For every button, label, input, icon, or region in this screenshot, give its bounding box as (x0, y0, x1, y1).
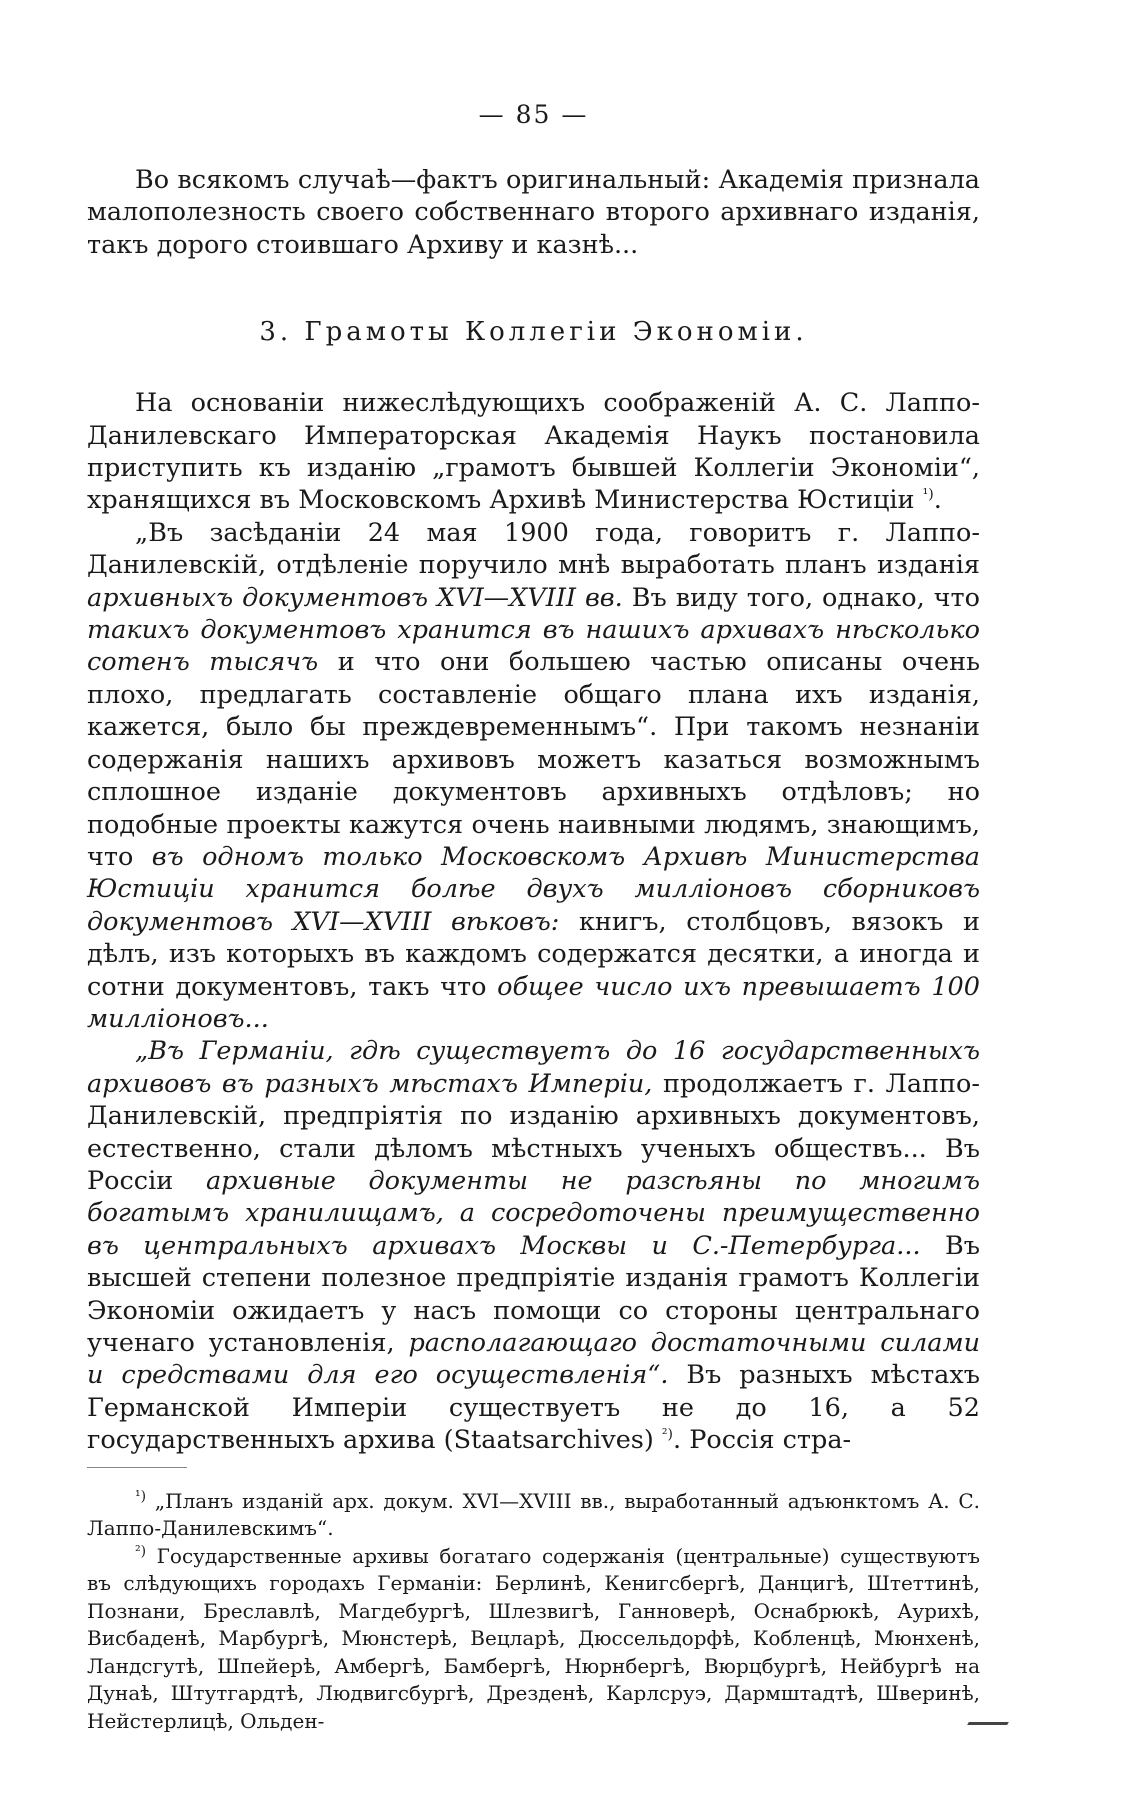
paragraph-1 (87, 387, 980, 517)
footnotes (87, 1488, 980, 1736)
footnote-1-text: „Планъ изданій арх. докум. XVI—XVIII вв., выработанный адъюнктомъ А. С. Лаппо-Данилевскимъ“. (87, 1488, 980, 1541)
footnote-2-marker: ²) (135, 1542, 147, 1559)
scan-artifact-mark (967, 1722, 1009, 1725)
paragraph-2 (87, 517, 980, 1036)
paragraph-2-italic-2: такихъ документовъ хранится въ нашихъ архивахъ нѣсколько сотенъ тысячъ (87, 615, 980, 678)
paragraph-1-end: . (933, 485, 942, 516)
paragraph-2-text-4: книгъ, столбцовъ, вязокъ и дѣлъ, изъ которыхъ въ каждомъ содержатся десятки, а иногда и сотни документовъ, такъ что (87, 906, 980, 1002)
paragraph-3-italic-3: располагающаго достаточными силами и средствами для его осуществленія“. (87, 1328, 981, 1391)
paragraph-2-text-2: Въ виду того, однако, что (622, 582, 981, 613)
paragraph-3-text-4: . Россія стра- (673, 1425, 852, 1456)
footnote-1-marker: ¹) (135, 1487, 147, 1504)
paragraph-2-italic-1: архивныхъ документовъ XVI—XVIII вв. (87, 582, 623, 613)
paragraph-2-italic-4: общее число ихъ превышаетъ 100 милліоновъ... (87, 971, 980, 1034)
footnote-2 (87, 1543, 980, 1736)
section-title: 3. Грамоты Коллегіи Экономіи. (259, 317, 808, 348)
document-page (87, 100, 980, 1735)
paragraph-3-text-3: Въ разныхъ мѣстахъ Германской Имперіи существуетъ не до 16, а 52 государственныхъ архива (Staatsarchives) (87, 1360, 980, 1456)
paragraph-3-italic-1: „Въ Германіи, гдѣ существуетъ до 16 государственныхъ архивовъ въ разныхъ мѣстахъ Имперіи, (87, 1036, 980, 1099)
footnote-ref-2: ²) (661, 1426, 673, 1443)
paragraph-3 (87, 1035, 980, 1456)
paragraph-3-text-2: Въ высшей степени полезное предпріятіе изданія грамотъ Коллегіи Экономіи ожидаетъ у насъ помощи со стороны центральнаго ученаго установленія, (87, 1230, 980, 1358)
footnote-1 (87, 1488, 980, 1543)
footnote-divider (87, 1467, 187, 1468)
page-number: — 85 — (478, 100, 589, 129)
paragraph-3-italic-2: архивные документы не разсѣяны по многимъ богатымъ хранилищамъ, а сосредоточены преимущественно въ центральныхъ архивахъ Москвы и С.-Петербурга... (87, 1165, 980, 1261)
footnote-2-text: Государственные архивы богатаго содержанія (центральные) существуютъ въ слѣдующихъ городахъ Германіи: Берлинѣ, Кенигсбергѣ, Данцигѣ, Штеттинѣ, Познани, Бреславлѣ, Магдебургѣ, Шлезвигѣ, Ганноверѣ, Оснабрюкѣ, Аурихѣ, Висбаденѣ, Марбургѣ, Мюнстерѣ, Вецларѣ, Дюссельдорфѣ, Кобленцѣ, Мюнхенѣ, Ландсгутѣ, Шпейерѣ, Амбергѣ, Бамбергѣ, Нюрнбергѣ, Вюрцбургѣ, Нейбургѣ на Дунаѣ, Штутгардтѣ, Людвигсбургѣ, Дрезденѣ, Карлсруэ, Дармштадтѣ, Шверинѣ, Нейстерлицѣ, Ольден- (87, 1543, 980, 1733)
paragraph-3-text-1: продолжаетъ г. Лаппо-Данилевскій, предпріятія по изданію архивныхъ документовъ, естественно, стали дѣломъ мѣстныхъ ученыхъ обществъ... Въ Россіи (87, 1068, 980, 1196)
footnote-ref-1: ¹) (922, 486, 934, 503)
paragraph-2-text-1: „Въ засѣданіи 24 мая 1900 года, говоритъ г. Лаппо-Данилевскій, отдѣленіе поручило мнѣ выработать планъ изданія (87, 517, 980, 581)
paragraph-1-text: На основаніи нижеслѣдующихъ соображеній А. С. Лаппо-Данилевскаго Императорская Академія Наукъ постановила приступить къ изданію „грамотъ бывшей Коллегіи Экономіи“, хранящихся въ Московскомъ Архивѣ Министерства Юстиціи (87, 388, 980, 516)
intro-paragraph: Во всякомъ случаѣ—фактъ оригинальный: Академія признала малополезность своего собственнаго второго архивнаго изданія, такъ дорого стоившаго Архиву и казнѣ... (87, 165, 980, 260)
paragraph-2-text-3: и что они большею частью описаны очень плохо, предлагать составленіе общаго плана ихъ изданія, кажется, было бы преждевременнымъ“. При такомъ незнаніи содержанія нашихъ архивовъ можетъ казаться возможнымъ сплошное изданіе документовъ архивныхъ отдѣловъ; но подобные проекты кажутся очень наивными людямъ, знающимъ, что (87, 647, 980, 872)
paragraph-2-italic-3: въ одномъ только Московскомъ Архивѣ Министерства Юстиціи хранится болѣе двухъ милліоновъ сборниковъ документовъ XVI—XVIII вѣковъ: (87, 841, 980, 937)
